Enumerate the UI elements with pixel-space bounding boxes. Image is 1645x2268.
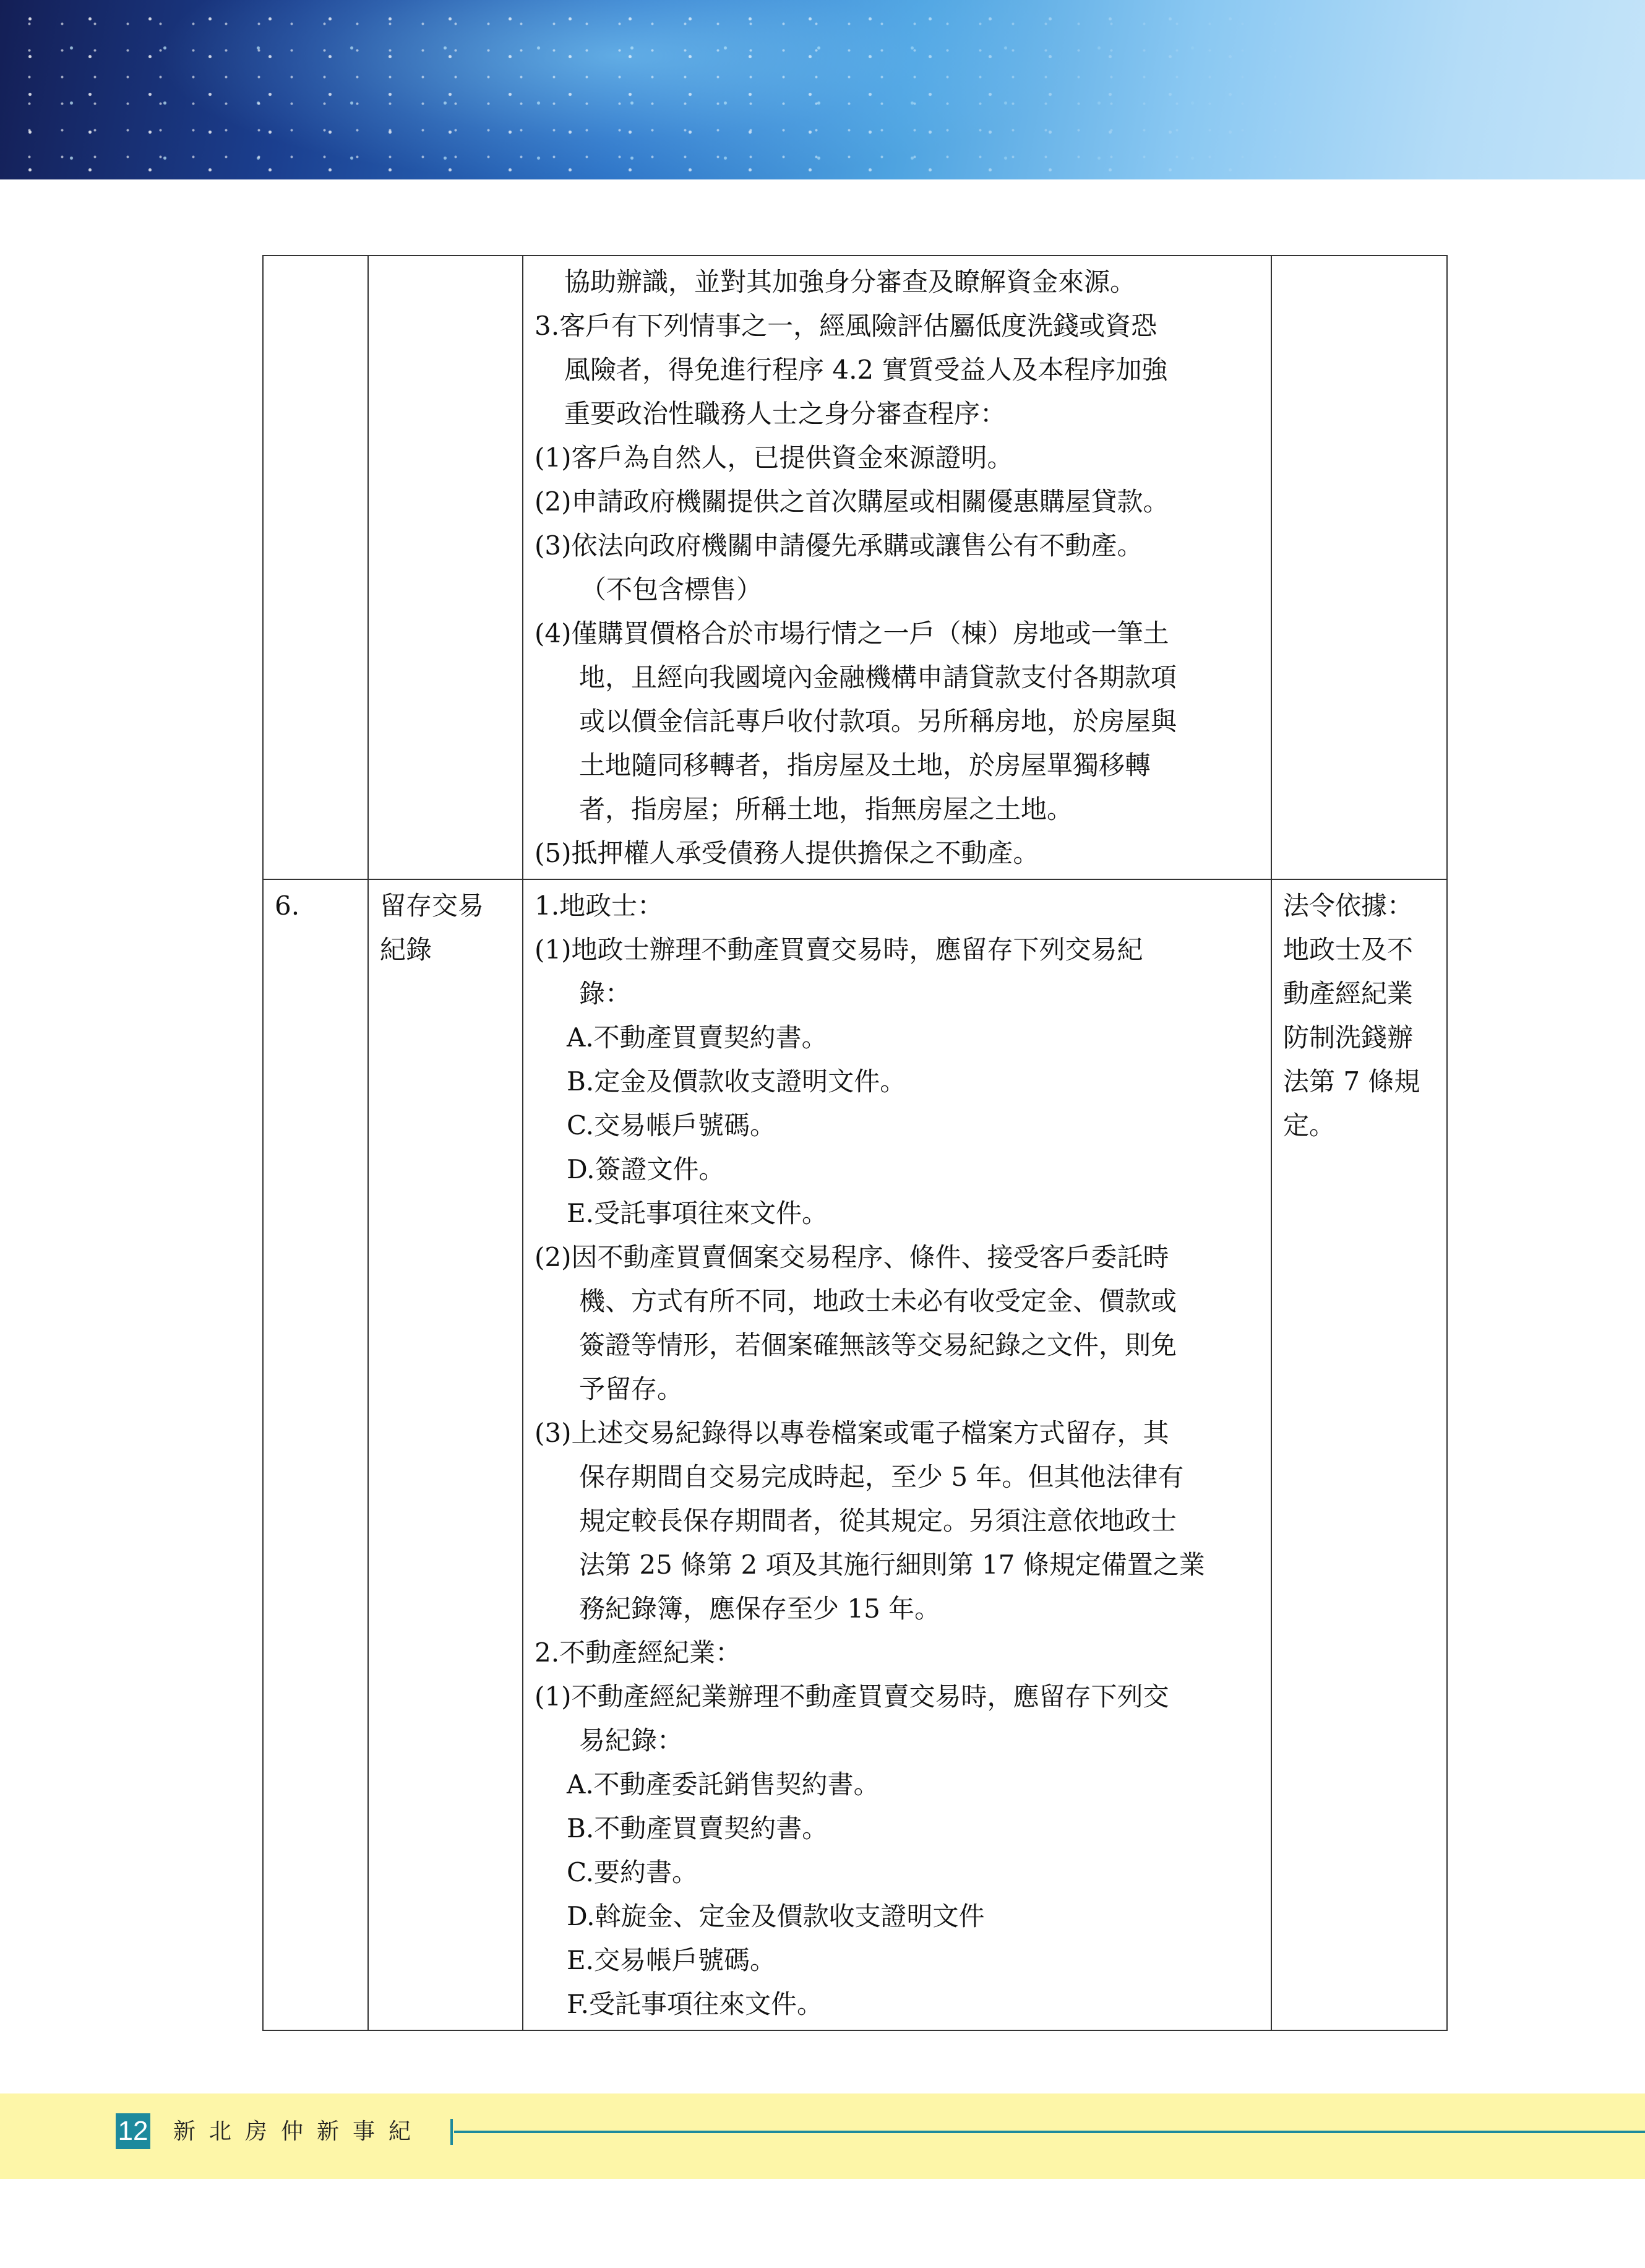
footer-rule-tick bbox=[450, 2119, 453, 2145]
content-line: E.交易帳戶號碼。 bbox=[567, 1945, 776, 1975]
publication-title: 新北房仲新事紀 bbox=[173, 2119, 425, 2144]
content-line: E.受託事項往來文件。 bbox=[567, 1198, 828, 1228]
legal-basis-line: 定。 bbox=[1283, 1110, 1336, 1140]
legal-basis-cell bbox=[1271, 879, 1447, 2030]
content-line: 2.不動產經紀業： bbox=[535, 1637, 742, 1668]
content-line: (3)依法向政府機關申請優先承購或讓售公有不動產。 bbox=[535, 530, 1143, 561]
content-line: 保存期間自交易完成時起，至少 5 年。但其他法律有 bbox=[579, 1462, 1184, 1492]
page-number: 12 bbox=[116, 2113, 150, 2149]
content-line: A.不動產委託銷售契約書。 bbox=[567, 1769, 880, 1800]
row-number-cell bbox=[263, 879, 368, 2030]
item-cell bbox=[368, 879, 523, 2030]
content-line: 規定較長保存期間者，從其規定。另須注意依地政士 bbox=[579, 1506, 1177, 1536]
header-banner bbox=[0, 0, 1645, 179]
legal-basis-line: 動產經紀業 bbox=[1283, 978, 1414, 1009]
legal-basis-line: 法第 7 條規 bbox=[1283, 1066, 1420, 1097]
content-line: 務紀錄簿，應保存至少 15 年。 bbox=[579, 1593, 941, 1624]
content-line: C.交易帳戶號碼。 bbox=[567, 1110, 776, 1140]
content-line: （不包含標售） bbox=[580, 574, 763, 605]
content-line: D.斡旋金、定金及價款收支證明文件 bbox=[567, 1901, 985, 1931]
content-line: 地，且經向我國境內金融機構申請貸款支付各期款項 bbox=[579, 662, 1177, 692]
banner-stars bbox=[0, 0, 1645, 179]
content-line: (1)客戶為自然人，已提供資金來源證明。 bbox=[535, 442, 1013, 473]
content-line: (5)抵押權人承受債務人提供擔保之不動產。 bbox=[535, 838, 1039, 868]
content-line: 1.地政士： bbox=[535, 890, 664, 921]
content-line: 土地隨同移轉者，指房屋及土地，於房屋單獨移轉 bbox=[579, 750, 1151, 780]
content-line: D.簽證文件。 bbox=[567, 1154, 725, 1184]
content-line: (4)僅購買價格合於市場行情之一戶（棟）房地或一筆土 bbox=[535, 618, 1169, 649]
content-line: 易紀錄： bbox=[579, 1725, 684, 1756]
content-line: A.不動產買賣契約書。 bbox=[567, 1022, 828, 1053]
content-line: F.受託事項往來文件。 bbox=[567, 1989, 823, 2019]
content-line: 協助辦識，並對其加強身分審查及瞭解資金來源。 bbox=[564, 267, 1136, 297]
content-line: 者，指房屋；所稱土地，指無房屋之土地。 bbox=[579, 794, 1073, 824]
content-line: (2)因不動產買賣個案交易程序、條件、接受客戶委託時 bbox=[535, 1242, 1169, 1272]
content-line: (2)申請政府機關提供之首次購屋或相關優惠購屋貸款。 bbox=[535, 486, 1169, 517]
table-row bbox=[263, 256, 1447, 879]
content-line: B.定金及價款收支證明文件。 bbox=[567, 1066, 906, 1097]
item-cell bbox=[368, 256, 523, 879]
content-line: 予留存。 bbox=[579, 1374, 684, 1404]
content-line: 法第 25 條第 2 項及其施行細則第 17 條規定備置之業 bbox=[579, 1550, 1205, 1580]
content-line: 錄： bbox=[579, 978, 632, 1009]
content-line: 機、方式有所不同，地政士未必有收受定金、價款或 bbox=[579, 1286, 1177, 1316]
row-number-cell bbox=[263, 256, 368, 879]
item-line: 留存交易 bbox=[380, 890, 484, 921]
legal-basis-line: 防制洗錢辦 bbox=[1283, 1022, 1414, 1053]
content-line: 重要政治性職務人士之身分審查程序： bbox=[564, 399, 1007, 429]
content-line: (1)地政士辦理不動產買賣交易時，應留存下列交易紀 bbox=[535, 934, 1143, 965]
table-row bbox=[263, 879, 1447, 2030]
content-line: (3)上述交易紀錄得以專卷檔案或電子檔案方式留存，其 bbox=[535, 1418, 1169, 1448]
content-line: (1)不動產經紀業辦理不動產買賣交易時，應留存下列交 bbox=[535, 1681, 1169, 1712]
content-line: 或以價金信託專戶收付款項。另所稱房地，於房屋與 bbox=[579, 706, 1177, 736]
content-cell bbox=[523, 879, 1271, 2030]
content-line: B.不動產買賣契約書。 bbox=[567, 1813, 828, 1843]
content-cell bbox=[523, 256, 1271, 879]
legal-basis-line: 法令依據： bbox=[1283, 890, 1414, 921]
content-line: 3.客戶有下列情事之一，經風險評估屬低度洗錢或資恐 bbox=[535, 311, 1158, 341]
legal-basis-cell bbox=[1271, 256, 1447, 879]
content-line: C.要約書。 bbox=[567, 1857, 698, 1887]
content-line: 風險者，得免進行程序 4.2 實質受益人及本程序加強 bbox=[564, 355, 1168, 385]
content-line: 簽證等情形，若個案確無該等交易紀錄之文件，則免 bbox=[579, 1330, 1177, 1360]
item-line: 紀錄 bbox=[380, 934, 432, 965]
regulation-table-body bbox=[263, 256, 1447, 2030]
regulation-table bbox=[262, 255, 1448, 2031]
footer-rule bbox=[454, 2131, 1645, 2133]
row-number: 6. bbox=[275, 890, 300, 921]
legal-basis-line: 地政士及不 bbox=[1283, 934, 1414, 965]
